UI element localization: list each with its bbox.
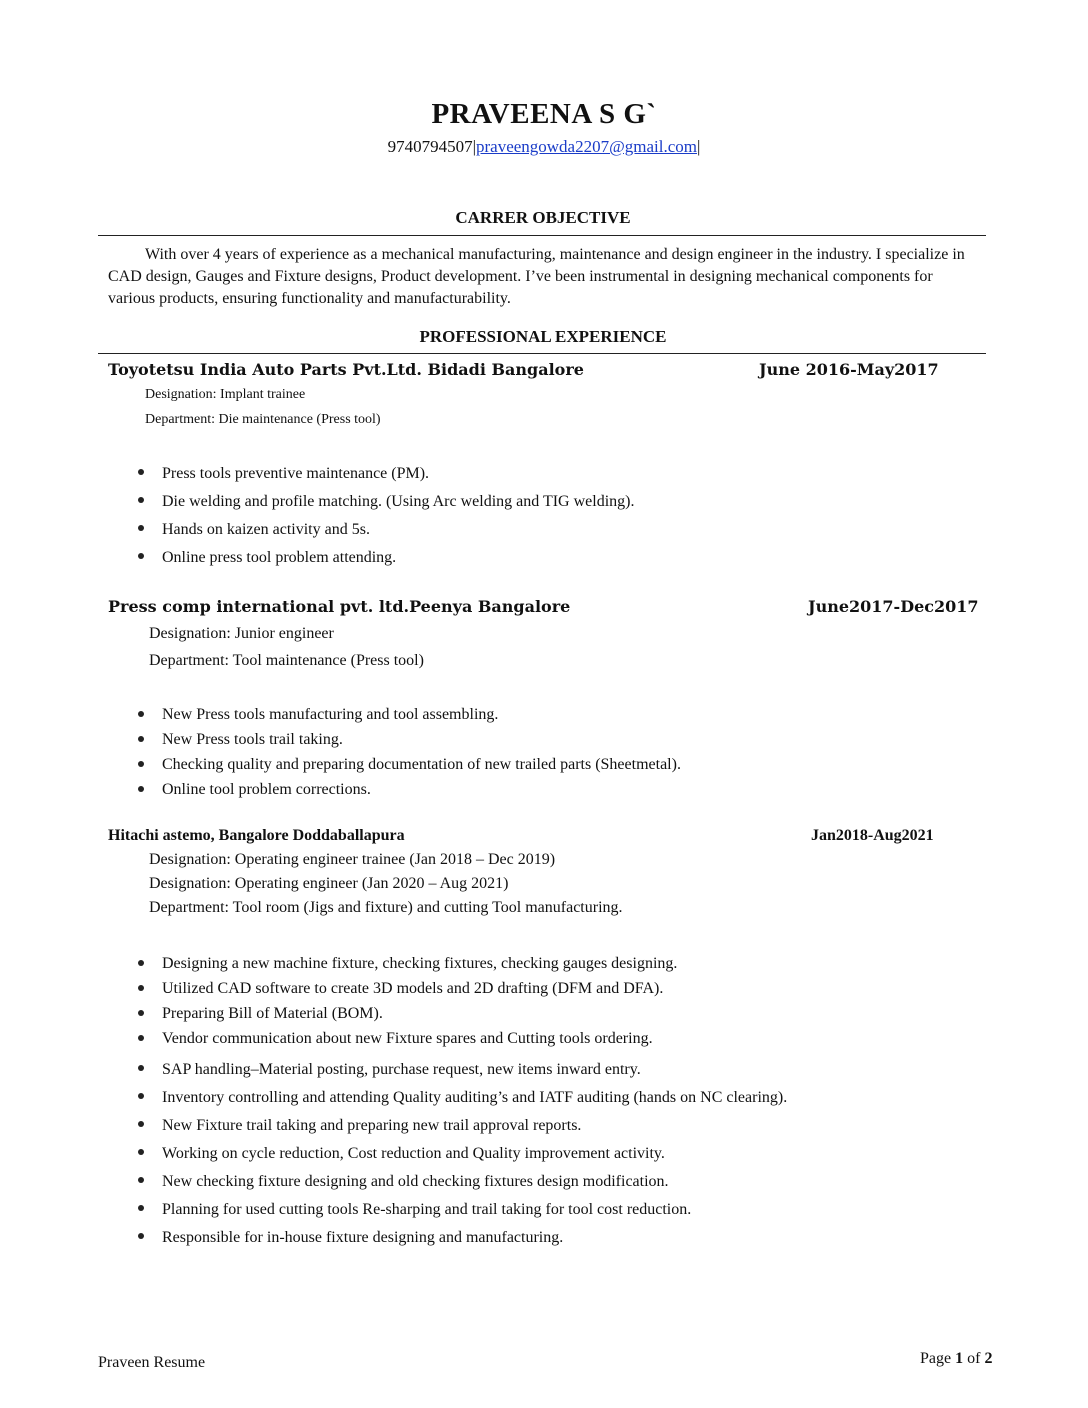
job-responsibilities xyxy=(136,702,681,802)
list-item: Hands on kaizen activity and 5s. xyxy=(136,516,634,544)
candidate-name: PRAVEENA S G` xyxy=(431,98,657,130)
bullet-icon xyxy=(138,761,144,767)
bullet-icon xyxy=(138,1233,144,1239)
bullet-icon xyxy=(138,497,144,503)
list-item: Die welding and profile matching. (Using Arc welding and TIG welding). xyxy=(136,488,634,516)
bullet-icon xyxy=(138,553,144,559)
objective-paragraph xyxy=(108,244,976,310)
list-item: Planning for used cutting tools Re-sharping and trail taking for tool cost reduction. xyxy=(136,1196,787,1224)
bullet-icon xyxy=(138,1205,144,1211)
list-item: Inventory controlling and attending Quality auditing’s and IATF auditing (hands on NC clearing). xyxy=(136,1084,787,1112)
bullet-icon xyxy=(138,711,144,717)
job-company: Toyotetsu India Auto Parts Pvt.Ltd. Bidadi Bangalore xyxy=(108,360,584,379)
job-company: Hitachi astemo, Bangalore Doddaballapura xyxy=(108,827,405,844)
job-designation: Designation: Implant trainee xyxy=(145,387,306,402)
objective-divider xyxy=(98,235,986,236)
list-item: Preparing Bill of Material (BOM). xyxy=(136,1001,677,1026)
job-responsibilities-continued xyxy=(136,1056,787,1252)
bullet-icon xyxy=(138,1035,144,1041)
experience-divider xyxy=(98,353,986,354)
bullet-icon xyxy=(138,1093,144,1099)
phone-number: 9740794507| xyxy=(387,137,476,156)
bullet-icon xyxy=(138,960,144,966)
job-department: Department: Tool maintenance (Press tool) xyxy=(149,652,424,669)
objective-text: With over 4 years of experience as a mechanical manufacturing, maintenance and design engineer in the industry. I specialize in CAD design, Gauges and Fixture designs, Product development. I’ve been instrumental in designing mechanical components for various products, ensuring functionality and manufacturability. xyxy=(108,246,965,307)
list-item: New Press tools trail taking. xyxy=(136,727,681,752)
list-item: Utilized CAD software to create 3D models and 2D drafting (DFM and DFA). xyxy=(136,976,677,1001)
list-item: New Press tools manufacturing and tool assembling. xyxy=(136,702,681,727)
bullet-icon xyxy=(138,736,144,742)
list-item: Online press tool problem attending. xyxy=(136,544,634,572)
contact-line xyxy=(0,137,1088,157)
job-company: Press comp international pvt. ltd.Peenya Bangalore xyxy=(108,597,571,616)
bullet-icon xyxy=(138,1010,144,1016)
email-link[interactable]: praveengowda2207@gmail.com xyxy=(475,137,697,156)
bullet-icon xyxy=(138,469,144,475)
bullet-icon xyxy=(138,1065,144,1071)
list-item: Working on cycle reduction, Cost reduction and Quality improvement activity. xyxy=(136,1140,787,1168)
job-department: Department: Die maintenance (Press tool) xyxy=(145,412,381,427)
list-item: SAP handling–Material posting, purchase request, new items inward entry. xyxy=(136,1056,787,1084)
job-designation: Designation: Operating engineer (Jan 2020 – Aug 2021) xyxy=(149,875,509,892)
job-designation: Designation: Operating engineer trainee (Jan 2018 – Dec 2019) xyxy=(149,851,556,868)
list-item: Responsible for in-house fixture designing and manufacturing. xyxy=(136,1224,787,1252)
bullet-icon xyxy=(138,1121,144,1127)
list-item: Vendor communication about new Fixture spares and Cutting tools ordering. xyxy=(136,1026,677,1051)
experience-heading: PROFESSIONAL EXPERIENCE xyxy=(419,327,667,346)
job-department: Department: Tool room (Jigs and fixture) and cutting Tool manufacturing. xyxy=(149,899,623,916)
list-item: Checking quality and preparing documentation of new trailed parts (Sheetmetal). xyxy=(136,752,681,777)
list-item: Press tools preventive maintenance (PM). xyxy=(136,460,634,488)
bullet-icon xyxy=(138,525,144,531)
footer-page-number: Page 1 of 2 xyxy=(920,1350,993,1367)
job-responsibilities xyxy=(136,951,677,1051)
list-item: New Fixture trail taking and preparing new trail approval reports. xyxy=(136,1112,787,1140)
job-dates: June2017-Dec2017 xyxy=(808,597,979,616)
footer-document-title: Praveen Resume xyxy=(98,1354,206,1371)
job-dates: June 2016-May2017 xyxy=(759,360,939,379)
list-item: New checking fixture designing and old checking fixtures design modification. xyxy=(136,1168,787,1196)
list-item: Online tool problem corrections. xyxy=(136,777,681,802)
bullet-icon xyxy=(138,786,144,792)
list-item: Designing a new machine fixture, checking fixtures, checking gauges designing. xyxy=(136,951,677,976)
bullet-icon xyxy=(138,1177,144,1183)
contact-separator: | xyxy=(697,137,701,156)
bullet-icon xyxy=(138,985,144,991)
bullet-icon xyxy=(138,1149,144,1155)
job-responsibilities xyxy=(136,460,634,572)
objective-heading: CARRER OBJECTIVE xyxy=(455,208,631,227)
job-dates: Jan2018-Aug2021 xyxy=(811,827,934,844)
job-designation: Designation: Junior engineer xyxy=(149,625,334,642)
